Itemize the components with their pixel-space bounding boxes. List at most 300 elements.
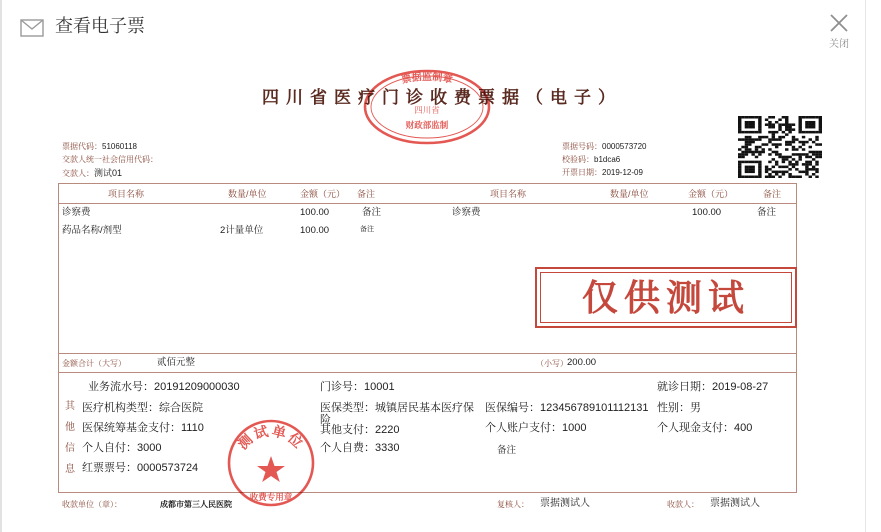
qr-module (815, 163, 818, 166)
qr-module (755, 138, 758, 141)
qr-module (751, 116, 754, 119)
self-expense-value: 3330 (375, 442, 400, 454)
qr-module (755, 116, 758, 119)
qr-module (815, 143, 818, 146)
qr-module (809, 123, 812, 126)
qr-module (768, 176, 771, 178)
qr-module (815, 153, 818, 156)
clinic-number-label: 门诊号： (320, 381, 364, 393)
qr-module (765, 143, 768, 146)
insurance-number-field (485, 402, 649, 415)
bill-code-value: 51060118 (102, 142, 137, 151)
qr-module (785, 158, 788, 161)
qr-module (795, 138, 798, 141)
payer-credit-code-field (62, 155, 158, 164)
qr-module (788, 126, 791, 129)
total-lower-value: 200.00 (567, 357, 597, 368)
qr-module (778, 176, 781, 178)
qr-module (792, 128, 795, 131)
qr-module (748, 166, 751, 169)
col-header-item-name: 项目名称 (108, 189, 145, 199)
qr-module (815, 151, 818, 154)
qr-module (778, 138, 781, 141)
close-button[interactable] (822, 8, 856, 54)
cell-item-name: 药品名称/剂型 (62, 225, 122, 236)
qr-module (745, 146, 748, 149)
qr-module (792, 148, 795, 151)
qr-module (755, 146, 758, 149)
cell-item-name: 诊察费 (62, 207, 91, 218)
qr-module (788, 143, 791, 146)
org-type-label: 医疗机构类型： (82, 402, 159, 414)
qr-module (805, 141, 808, 144)
qr-module (772, 166, 775, 169)
qr-module (782, 131, 785, 134)
self-pay-value: 3000 (137, 442, 162, 454)
qr-module (738, 166, 741, 169)
qr-module (758, 176, 761, 178)
red-ticket-number-label: 红票票号： (82, 462, 137, 474)
qr-module (768, 121, 771, 124)
cash-payment-label: 个人现金支付： (657, 422, 734, 434)
qr-module (758, 118, 761, 121)
fund-payment-value: 1110 (181, 422, 204, 434)
qr-module (802, 141, 805, 144)
qr-module (785, 166, 788, 169)
qr-module (738, 168, 741, 171)
qr-module (772, 151, 775, 154)
qr-module (772, 136, 775, 139)
qr-module (795, 176, 798, 178)
qr-module (758, 121, 761, 124)
qr-module (809, 163, 812, 166)
qr-module (758, 161, 761, 164)
qr-module (785, 143, 788, 146)
cashier-value: 票据测试人 (710, 498, 760, 509)
qr-module (755, 131, 758, 134)
qr-module (782, 156, 785, 159)
qr-module (751, 141, 754, 144)
qr-module (758, 138, 761, 141)
qr-module (745, 123, 748, 126)
insurance-number-label: 医保编号： (485, 402, 540, 414)
qr-module (745, 141, 748, 144)
bill-number-value: 0000573720 (602, 142, 647, 151)
qr-module (765, 168, 768, 171)
col-header-remark-2: 备注 (763, 189, 782, 199)
qr-module (738, 118, 741, 121)
self-pay-field (82, 442, 161, 455)
qr-module (758, 123, 761, 126)
qr-module (782, 171, 785, 174)
invoice-table-frame (58, 183, 797, 493)
qr-module (748, 141, 751, 144)
total-upper-value: 贰佰元整 (157, 357, 196, 368)
qr-module (815, 171, 818, 174)
qr-code (738, 116, 822, 178)
qr-module (778, 136, 781, 139)
insurance-type-field (320, 402, 478, 426)
issue-date-value: 2019-12-09 (602, 168, 643, 177)
qr-module (741, 153, 744, 156)
qr-module (788, 173, 791, 176)
qr-module (812, 123, 815, 126)
account-payment-label: 个人账户支付： (485, 422, 562, 434)
cell-remark: 备注 (362, 207, 382, 218)
qr-module (758, 131, 761, 134)
qr-module (738, 116, 741, 119)
qr-module (812, 121, 815, 124)
qr-module (785, 141, 788, 144)
qr-module (738, 123, 741, 126)
close-icon[interactable] (829, 13, 849, 33)
gender-label: 性别： (657, 402, 690, 414)
cash-payment-value: 400 (734, 422, 753, 434)
red-ticket-number-field (82, 462, 198, 475)
qr-module (775, 161, 778, 164)
qr-module (741, 151, 744, 154)
qr-module (778, 153, 781, 156)
qr-module (805, 171, 808, 174)
bill-number-field (562, 142, 647, 151)
cell-remark: 备注 (360, 226, 374, 233)
qr-module (778, 128, 781, 131)
cell-amount: 100.00 (300, 207, 330, 218)
qr-module (751, 151, 754, 154)
qr-module (741, 138, 744, 141)
total-upper-label: 金额合计（大写） (62, 359, 126, 368)
test-only-stamp-text: 仅供测试 (581, 276, 750, 318)
qr-module (788, 163, 791, 166)
check-code-field (562, 155, 620, 164)
serial-number-label: 业务流水号： (88, 381, 154, 393)
visit-date-value: 2019-08-27 (712, 381, 769, 393)
payee-unit-label: 收款单位（章）： (62, 500, 122, 509)
qr-module (758, 146, 761, 149)
qr-module (745, 148, 748, 151)
qr-module (802, 116, 805, 119)
qr-module (812, 116, 815, 119)
qr-module (788, 128, 791, 131)
serial-number-field (88, 381, 240, 394)
col-header-remark: 备注 (357, 189, 376, 199)
qr-module (765, 123, 768, 126)
fund-payment-label: 医保统筹基金支付： (82, 422, 181, 434)
qr-module (738, 171, 741, 174)
col-header-item-name-2: 项目名称 (490, 189, 527, 199)
qr-module (765, 171, 768, 174)
visit-date-label: 就诊日期： (657, 381, 712, 393)
qr-module (778, 118, 781, 121)
qr-module (751, 121, 754, 124)
qr-module (802, 171, 805, 174)
qr-module (738, 161, 741, 164)
qr-module (758, 126, 761, 129)
test-only-stamp (535, 267, 797, 328)
qr-module (792, 166, 795, 169)
qr-module (772, 158, 775, 161)
bill-code-field (62, 142, 137, 151)
insurance-type-label: 医保类型： (320, 402, 375, 414)
qr-module (745, 168, 748, 171)
issue-date-field (562, 168, 643, 177)
qr-module (798, 141, 801, 144)
qr-module (741, 131, 744, 134)
qr-module (741, 176, 744, 178)
qr-module (792, 163, 795, 166)
qr-module (765, 176, 768, 178)
qr-module (812, 126, 815, 129)
qr-module (751, 161, 754, 164)
qr-module (738, 131, 741, 134)
qr-module (748, 151, 751, 154)
qr-module (758, 171, 761, 174)
qr-module (748, 168, 751, 171)
qr-module (812, 141, 815, 144)
qr-module (792, 141, 795, 144)
qr-module (819, 121, 822, 124)
qr-module (815, 161, 818, 164)
org-type-field (82, 402, 203, 415)
qr-module (815, 138, 818, 141)
fund-payment-field (82, 422, 204, 435)
qr-module (819, 126, 822, 129)
qr-module (748, 143, 751, 146)
qr-module (778, 123, 781, 126)
qr-module (798, 128, 801, 131)
qr-module (748, 171, 751, 174)
qr-module (772, 126, 775, 129)
qr-module (792, 136, 795, 139)
qr-module (782, 173, 785, 176)
qr-module (815, 136, 818, 139)
qr-module (809, 138, 812, 141)
qr-module (802, 163, 805, 166)
qr-module (805, 168, 808, 171)
qr-module (755, 161, 758, 164)
qr-module (738, 128, 741, 131)
qr-module (809, 161, 812, 164)
qr-module (815, 131, 818, 134)
qr-module (785, 156, 788, 159)
qr-module (795, 168, 798, 171)
table-header-divider (58, 203, 797, 204)
qr-module (772, 131, 775, 134)
account-payment-value: 1000 (562, 422, 587, 434)
insurance-number-value: 123456789101112131 (540, 402, 649, 414)
qr-module (775, 143, 778, 146)
qr-module (762, 143, 765, 146)
qr-module (819, 143, 822, 146)
qr-module (805, 116, 808, 119)
qr-module (738, 121, 741, 124)
qr-module (805, 131, 808, 134)
payee-unit-value: 成都市第三人民医院 (160, 500, 232, 509)
qr-module (768, 148, 771, 151)
col-header-amount: 金额（元） (300, 189, 346, 199)
qr-module (809, 131, 812, 134)
cash-payment-field (657, 422, 752, 435)
col-header-amount-2: 金额（元） (688, 189, 734, 199)
qr-module (751, 126, 754, 129)
qr-module (741, 156, 744, 159)
cell-amount: 100.00 (300, 225, 330, 236)
qr-module (738, 138, 741, 141)
qr-module (758, 128, 761, 131)
qr-module (792, 138, 795, 141)
qr-module (778, 156, 781, 159)
qr-module (785, 118, 788, 121)
qr-module (795, 163, 798, 166)
check-code-label: 校验码： (562, 155, 594, 164)
qr-module (792, 153, 795, 156)
qr-module (785, 116, 788, 119)
red-ticket-number-value: 0000573724 (137, 462, 199, 474)
qr-module (758, 136, 761, 139)
qr-module (745, 161, 748, 164)
qr-module (798, 116, 801, 119)
qr-module (745, 151, 748, 154)
svg-text:测试单位 (234, 422, 307, 452)
qr-module (751, 171, 754, 174)
bill-code-label: 票据代码： (62, 142, 102, 151)
qr-module (805, 121, 808, 124)
qr-module (768, 126, 771, 129)
payer-value: 测试01 (94, 168, 123, 178)
qr-module (798, 121, 801, 124)
qr-module (815, 116, 818, 119)
qr-module (778, 166, 781, 169)
qr-module (795, 153, 798, 156)
qr-module (805, 126, 808, 129)
qr-module (775, 138, 778, 141)
qr-module (785, 148, 788, 151)
qr-module (798, 171, 801, 174)
qr-module (778, 126, 781, 129)
check-code-value: b1dca6 (594, 155, 621, 164)
qr-module (802, 153, 805, 156)
qr-module (798, 123, 801, 126)
qr-module (758, 151, 761, 154)
qr-module (809, 116, 812, 119)
qr-module (785, 121, 788, 124)
qr-module (772, 123, 775, 126)
qr-module (762, 136, 765, 139)
qr-module (762, 148, 765, 151)
seal-middle-text: 四川省 (414, 105, 440, 115)
cell-remark-2: 备注 (757, 207, 777, 218)
qr-module (788, 123, 791, 126)
qr-module (772, 143, 775, 146)
gender-value: 男 (690, 402, 701, 414)
qr-module (745, 116, 748, 119)
invoice-title: 四川省医疗门诊收费票据（电子） (262, 88, 622, 107)
qr-module (751, 138, 754, 141)
qr-module (815, 168, 818, 171)
qr-module (772, 138, 775, 141)
qr-module (785, 126, 788, 129)
qr-module (785, 123, 788, 126)
envelope-icon (20, 19, 44, 37)
qr-module (812, 151, 815, 154)
qr-module (748, 126, 751, 129)
qr-module (755, 148, 758, 151)
qr-module (809, 146, 812, 149)
qr-module (751, 166, 754, 169)
qr-module (805, 166, 808, 169)
qr-module (805, 123, 808, 126)
qr-module (751, 176, 754, 178)
qr-module (745, 143, 748, 146)
qr-module (758, 153, 761, 156)
qr-module (798, 176, 801, 178)
qr-module (788, 161, 791, 164)
payee-seal-top-text: 测试单位 (234, 422, 308, 453)
qr-module (805, 153, 808, 156)
self-expense-field (320, 442, 399, 455)
payer-label: 交款人： (62, 169, 94, 178)
bill-number-label: 票据号码： (562, 142, 602, 151)
qr-module (768, 173, 771, 176)
other-payment-field (320, 424, 399, 437)
other-payment-label: 其他支付： (320, 424, 375, 436)
qr-module (788, 141, 791, 144)
qr-module (755, 151, 758, 154)
qr-module (812, 166, 815, 169)
qr-module (792, 123, 795, 126)
payee-seal (224, 418, 318, 508)
qr-module (738, 126, 741, 129)
qr-module (748, 121, 751, 124)
qr-module (751, 153, 754, 156)
qr-module (782, 166, 785, 169)
qr-module (745, 153, 748, 156)
qr-module (785, 171, 788, 174)
qr-module (805, 156, 808, 159)
qr-module (765, 118, 768, 121)
star-icon (257, 456, 285, 482)
supervision-seal (362, 68, 492, 146)
qr-module (798, 158, 801, 161)
qr-module (798, 126, 801, 129)
qr-module (782, 136, 785, 139)
qr-module (819, 118, 822, 121)
qr-module (819, 128, 822, 131)
dialog-title: 查看电子票 (55, 16, 145, 36)
total-lower-label: （小写） (536, 359, 568, 368)
qr-module (812, 153, 815, 156)
qr-module (805, 161, 808, 164)
qr-module (819, 156, 822, 159)
cell-amount-2: 100.00 (692, 207, 722, 218)
qr-module (812, 158, 815, 161)
seal-bottom-text: 财政部监制 (405, 120, 449, 130)
close-label[interactable]: 关闭 (829, 39, 849, 50)
qr-module (775, 121, 778, 124)
qr-module (738, 163, 741, 166)
qr-module (768, 141, 771, 144)
qr-module (798, 156, 801, 159)
qr-module (775, 163, 778, 166)
qr-module (751, 123, 754, 126)
payee-seal-bottom-text: 收费专用章 (249, 492, 293, 502)
payer-credit-code-label: 交款人统一社会信用代码： (62, 155, 158, 164)
qr-module (758, 168, 761, 171)
qr-module (772, 171, 775, 174)
qr-module (812, 131, 815, 134)
qr-module (738, 156, 741, 159)
cell-quantity-unit: 2计量单位 (220, 225, 264, 236)
